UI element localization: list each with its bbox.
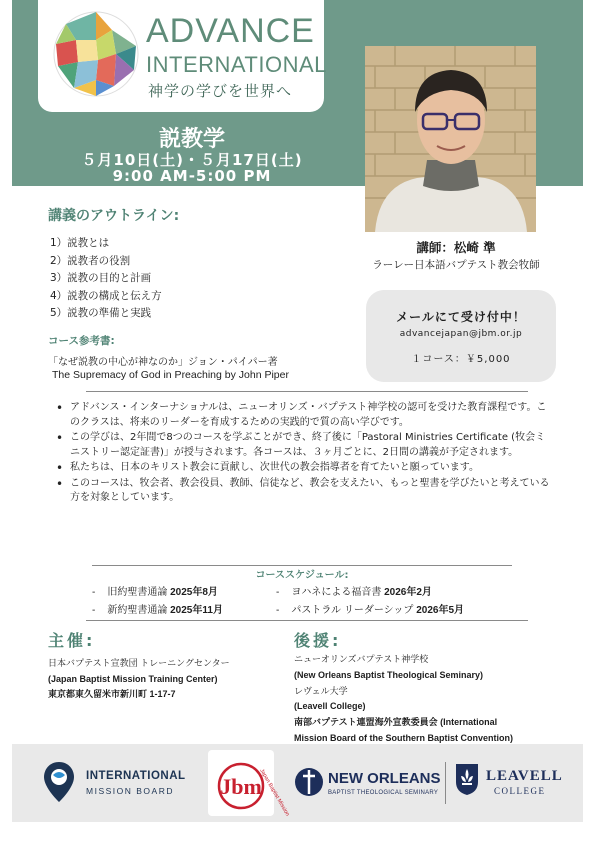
info-bullets [56,401,554,507]
outline-item: 4）説教の構成と伝え方 [50,289,162,302]
info-bullet: • 私たちは、日本のキリスト教会に貢献し、次世代の教会指導者を育てたいと願っています。 [56,461,554,476]
outline-list [50,235,162,323]
jbm-logo [208,750,291,818]
support-line: (Leavell College) [294,701,366,712]
references-heading: コース参考書: [48,335,115,347]
imb-name: INTERNATIONAL [86,770,186,782]
outline-item: 3）説教の目的と計画 [50,272,152,284]
course-time: 9:00 AM-5:00 PM [112,167,272,185]
nobts-name: NEW ORLEANS [328,770,441,787]
nobts-subname: BAPTIST THEOLOGICAL SEMINARY [328,790,439,796]
schedule-item-name: 新約聖書通論 [107,605,168,616]
schedule-dash: - [92,605,96,616]
registration-box [366,290,556,382]
support-heading: 後援: [294,631,342,650]
support-line: (New Orleans Baptist Theological Seminary) [294,669,484,680]
support-line: レヴェル大学 [294,685,348,696]
mosaic-globe-icon [52,10,140,98]
host-details [48,656,230,703]
course-title: 説教学 [158,127,225,152]
logo-advance-text: ADVANCE [146,12,315,50]
schedule-item-name: パストラル リーダーシップ [291,605,414,616]
fleur-de-lis-shield-icon [454,762,480,796]
reference-book-en: The Supremacy of God in Preaching by John Piper [52,369,289,381]
leavell-subname: COLLEGE [494,786,546,796]
instructor-name: 講師：松崎 準 [416,240,496,255]
registration-fee: １コース：￥5,000 [411,354,511,365]
schedule-dash: - [276,605,280,616]
support-line: ニューオリンズバプテスト神学校 [294,654,429,664]
host-address: 東京都東久留米市新川町 1-17-7 [48,689,176,699]
schedule-item [276,601,464,616]
nobts-emblem-icon [294,764,324,800]
schedule-dash: - [92,587,96,598]
outline-item: 1）説教とは [50,237,110,249]
schedule-item-date: 2025年8月 [170,587,218,598]
nobts-logo [294,758,444,808]
imb-logo [42,758,192,808]
jbm-caption: Japan Baptist Mission [258,768,291,818]
imb-subname: MISSION BOARD [86,786,174,796]
footer-logos [12,744,583,822]
schedule-item [276,583,432,598]
advance-international-logo [38,0,327,112]
schedule-item [92,583,218,598]
map-pin-icon [42,760,76,804]
support-line: 南部バプテスト連盟海外宣教委員会 (International [294,717,498,728]
divider [86,620,528,621]
schedule-item-name: 旧約聖書通論 [107,587,168,598]
portrait-illustration [365,46,536,232]
info-bullet: • このコースは、牧会者、教会役員、教師、信徒など、教会を支えたい、もっと聖書を学びたいと考えている方を対象としています。 [56,477,554,506]
registration-title: メールにて受け付中！ [396,310,526,324]
jbm-emblem-icon [208,750,291,818]
svg-text:Jbm: Jbm [220,774,262,799]
logo-international-text: INTERNATIONAL [146,52,327,77]
instructor-church: ラーレー日本語バプテスト教会牧師 [372,259,540,271]
divider [86,391,528,392]
footer-separator [445,762,446,804]
leavell-logo [454,758,564,808]
course-dates: ５月10日(土)・５月17日(土) [81,151,303,169]
registration-email[interactable]: advancejapan@jbm.or.jp [399,329,523,339]
schedule-item-date: 2026年5月 [416,605,465,616]
support-line: Mission Board of the Southern Baptist Convention) [294,732,513,743]
leavell-name: LEAVELL [486,768,563,784]
schedule-heading: コーススケジュール: [255,570,349,581]
support-details [294,652,513,747]
instructor-photo [365,46,536,232]
info-bullet: • この学びは、2年間で8つのコースを学ぶことができ、終了後に「Pastoral Ministries Certificate (牧会ミニストリー認定証書)」が授与されます。各コースは、３ヶ月ごとに、2日間の講義が予定されます。 [56,431,554,460]
schedule-dash: - [276,587,280,598]
logo-tagline: 神学の学びを世界へ [148,82,293,100]
host-line: (Japan Baptist Mission Training Center) [48,673,218,684]
outline-item: 5）説教の準備と実践 [50,307,152,319]
schedule-item-date: 2025年11月 [170,605,223,616]
schedule-item-date: 2026年2月 [384,587,432,598]
host-line: 日本バプテスト宣教団 トレーニングセンター [48,658,230,668]
schedule-item-name: ヨハネによる福音書 [291,587,382,598]
schedule-item [92,601,223,616]
host-heading: 主催: [48,631,96,650]
reference-book-ja: 「なぜ説教の中心が神なのか」ジョン・パイパー著 [48,357,278,368]
outline-item: 2）説教者の役割 [50,254,131,267]
info-bullet: • アドバンス・インターナショナルは、ニューオリンズ・バプテスト神学校の認可を受けた教育課程です。このクラスは、将来のリーダーを育成するための実践的で質の高い学びです。 [56,401,554,430]
outline-heading: 講義のアウトライン: [48,208,180,224]
